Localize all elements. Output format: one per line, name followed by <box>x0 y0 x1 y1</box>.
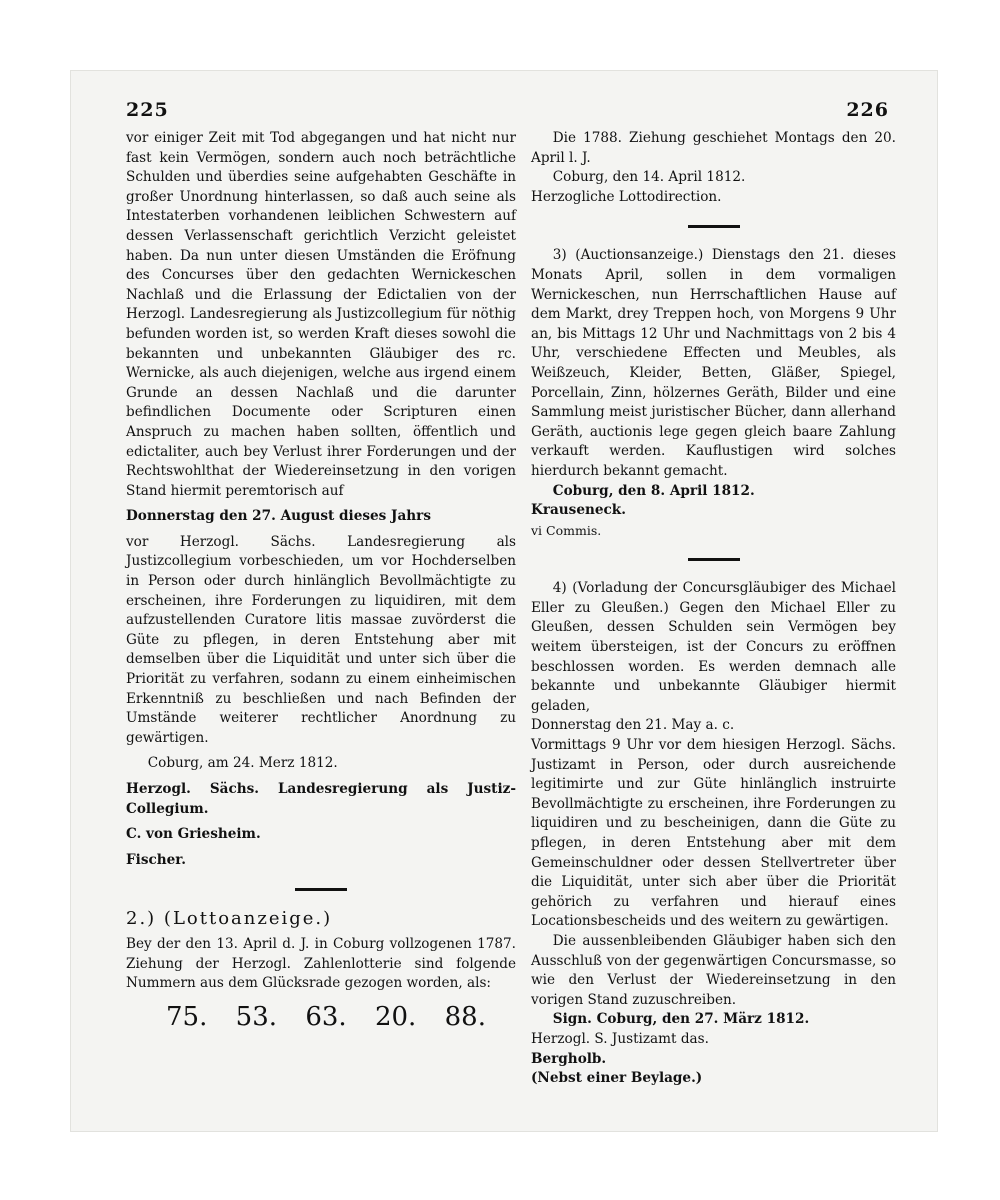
hearing-date-heading: Donnerstag den 27. August dieses Jahrs <box>126 508 431 525</box>
summons-place-date: Sign. Coburg, den 27. März 1812. <box>552 1011 810 1028</box>
creditor-notice-text: vor einiger Zeit mit Tod abgegangen und hat nicht nur fast kein Vermögen, sondern auch noch beträchtliche Schulden und überdies seine aufgehabten Geschäfte in großer Unordnung hinterlassen, so daß auch seine als Intestaterben vorhandenen leiblichen Schwestern auf dessen Verlassenschaft gerichtlich Verzicht geleistet haben. Da nun unter diesen Umständen die Eröfnung des Concurses über den gedachten Wernickeschen Nachlaß und die Erlassung der Edictalien von der Herzogl. Landesregierung als Justizcollegium für nöthig befunden worden ist, so werden Kraft dieses sowohl die bekannten und unbekannten Gläubiger des rc. Wernicke, als auch diejenigen, welche aus irgend einem Grunde an dessen Nachlaß und die darunter befindlichen Documente oder Scripturen einen Anspruch zu machen haben sollten, öffentlich und edictaliter, auch bey Verlust ihrer Forderungen und der Rechtswohlthat der Wiedereinsetzung in den vorigen Stand hiermit peremtorisch auf <box>126 130 516 499</box>
notice-signer-2: Fischer. <box>126 851 186 868</box>
auction-signer-role: vi Commis. <box>531 522 602 538</box>
newspaper-page <box>70 70 938 1132</box>
summons-date: Donnerstag den 21. May a. c. <box>531 717 735 734</box>
supplement-note: (Nebst einer Beylage.) <box>531 1070 703 1087</box>
notice-place-date: Coburg, am 24. Merz 1812. <box>147 755 338 772</box>
auction-notice: 3) (Auctionsanzeige.) Dienstags den 21. dieses Monats April, sollen in dem vormaligen Wernickeschen, nun Herrschaftlichen Hause auf dem Markt, drey Treppen hoch, von Morgens 9 Uhr an, bis Mittags 12 Uhr und Nachmittags von 2 bis 4 Uhr, verschiedene Effecten und Meubles, als Weißzeuch, Kleider, Betten, Gläßer, Spiegel, Porcellain, Zinn, hölzernes Geräth, Bilder und eine Sammlung meist juristischer Bücher, dann allerhand Geräth, auctionis lege gegen gleich baare Zahlung verkauft werden. Kauflustigen wird solches hierdurch bekannt gemacht. <box>531 247 896 479</box>
lotto-number: 63. <box>305 1001 347 1032</box>
creditor-notice-continuation: vor Herzogl. Sächs. Landesregierung als Justizcollegium vorbeschieden, um vor Hochderselben in Person oder durch hinlänglich Bevollmächtigte zu erscheinen, ihre Forderungen zu liquidiren, mit dem aufzustellenden Curatore litis massae zuvörderst die Güte zu pflegen, in deren Entstehung aber mit demselben über die Liquidität und unter sich über die Priorität zu verfahren, sodann zu einem einheimischen Erkenntniß zu beschließen und nach Befinden der Umstände weiterer rechtlicher Anordnung zu gewärtigen. <box>126 533 516 746</box>
auction-signer: Krauseneck. <box>531 502 626 519</box>
summons-warning: Die aussenbleibenden Gläubiger haben sich den Ausschluß von der gegenwärtigen Concursmasse, so wie den Verlust der Wiedereinsetzung in den vorigen Stand zuzuschreiben. <box>531 932 896 1008</box>
lotto-signer: Herzogliche Lottodirection. <box>531 188 722 205</box>
lotto-place-date: Coburg, den 14. April 1812. <box>552 169 746 186</box>
section-divider <box>295 888 347 891</box>
lotto-text: Bey der den 13. April d. J. in Coburg vollzogenen 1787. Ziehung der Herzogl. Zahlenlotterie sind folgende Nummern aus dem Glücksrade gezogen worden, als: <box>126 935 516 992</box>
lotto-number: 88. <box>444 1001 486 1032</box>
page-number-left: 225 <box>126 99 169 121</box>
lotto-heading: 2.) (Lottoanzeige.) <box>126 908 333 930</box>
lotto-numbers <box>166 1000 486 1034</box>
notice-signer-1: C. von Griesheim. <box>126 826 261 843</box>
summons-body: Vormittags 9 Uhr vor dem hiesigen Herzogl. Sächs. Justizamt in Person, oder durch ausreichende legitimirte und zur Güte hinlänglich instruirte Bevollmächtigte zu erscheinen, ihre Forderungen zu liquidiren und zu bescheinigen, dann die Güte zu pflegen, in deren Entstehung aber mit dem Gemeinschuldner oder dessen Stellvertreter über die Liquidität, unter sich aber über die Priorität gehörich zu verfahren und hierauf eines Locationsbescheids und des weitern zu gewärtigen. <box>531 737 896 930</box>
section-divider <box>688 225 740 228</box>
section-divider <box>688 558 740 561</box>
lotto-number: 20. <box>374 1001 417 1032</box>
summons-notice: 4) (Vorladung der Concursgläubiger des Michael Eller zu Gleußen.) Gegen den Michael Eller zu Gleußen, dessen Schulden sein Vermögen bey weitem übersteigen, ist der Concurs zu eröffnen beschlossen worden. Es werden demnach alle bekannte und unbekannte Gläubiger hiermit geladen, <box>531 580 896 714</box>
lotto-number: 75. <box>166 1001 208 1032</box>
summons-authority: Herzogl. S. Justizamt das. <box>531 1030 709 1047</box>
lotto-number: 53. <box>235 1001 278 1032</box>
left-column <box>126 129 516 1034</box>
page-number-right: 226 <box>846 99 889 121</box>
auction-place-date: Coburg, den 8. April 1812. <box>552 482 755 499</box>
summons-signer: Bergholb. <box>531 1050 607 1067</box>
right-column <box>531 129 896 1089</box>
lotto-continuation: Die 1788. Ziehung geschiehet Montags den 20. April l. J. <box>531 130 896 166</box>
notice-authority: Herzogl. Sächs. Landesregierung als Justiz-Collegium. <box>126 781 516 817</box>
